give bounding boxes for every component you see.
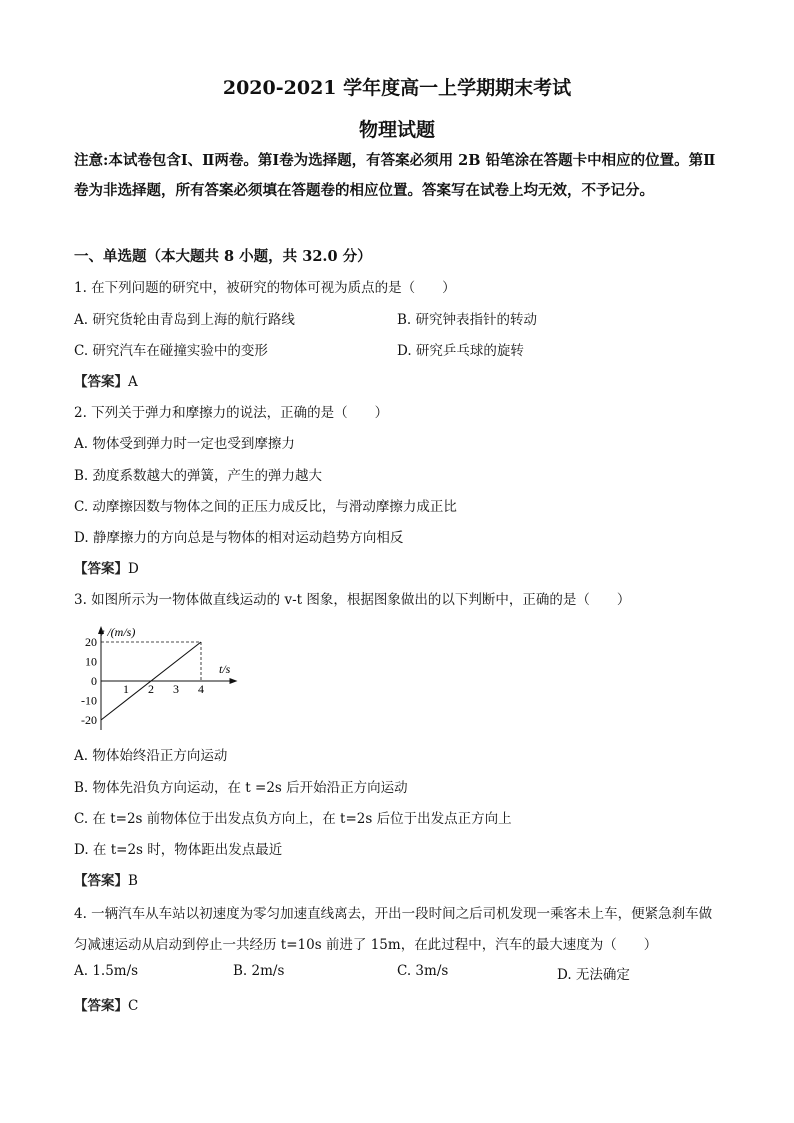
- y-axis-label: v /(m/s): [99, 625, 136, 639]
- question-3-stem: 3. 如图所示为一物体做直线运动的 v-t 图象，根据图象做出的以下判断中，正确的是（ ）: [74, 592, 631, 608]
- question-3-answer: [74, 869, 138, 889]
- question-4-option-d: D. 无法确定: [557, 967, 630, 983]
- exam-notice: 注意:本试卷包含Ⅰ、Ⅱ两卷。第Ⅰ卷为选择题，有答案必须用 2B 铅笔涂在答题卡中相应的位置。第Ⅱ卷为非选择题，所有答案必须填在答题卷的相应位置。答案写在试卷上均无效，不予记分。: [74, 152, 716, 199]
- question-4-stem: 4. 一辆汽车从车站以初速度为零匀加速直线离去，开出一段时间之后司机发现一乘客未上车，便紧急刹车做匀减速运动从启动到停止一共经历 t=10s 前进了 15m，在此过程中，汽车的最大速度为（ ）: [74, 906, 713, 953]
- question-4-answer: [74, 994, 138, 1014]
- answer-label: 【答案】: [74, 561, 128, 577]
- answer-label: 【答案】: [74, 998, 128, 1014]
- y-tick-label: -10: [81, 693, 97, 708]
- y-tick-label: 0: [91, 674, 97, 688]
- question-2-option-a: A. 物体受到弹力时一定也受到摩擦力: [74, 436, 295, 452]
- exam-subtitle: 物理试题: [358, 119, 435, 141]
- y-tick-label: 10: [85, 654, 97, 669]
- section-title: 一、单选题（本大题共 8 小题，共 32.0 分）: [74, 248, 372, 265]
- question-1-option-b: B. 研究钟表指针的转动: [397, 312, 538, 328]
- exam-title: 2020-2021 学年度高一上学期期末考试: [222, 77, 572, 99]
- question-1-option-d: D. 研究乒乓球的旋转: [397, 343, 524, 359]
- x-tick-label: 2: [148, 682, 154, 696]
- answer-value: A: [128, 374, 138, 390]
- x-tick-label: 3: [173, 682, 179, 696]
- answer-label: 【答案】: [74, 374, 128, 390]
- question-1-stem: 1. 在下列问题的研究中，被研究的物体可视为质点的是（ ）: [74, 280, 456, 296]
- question-2-option-c: C. 动摩擦因数与物体之间的正压力成反比，与滑动摩擦力成正比: [74, 499, 457, 515]
- question-2-option-b: B. 劲度系数越大的弹簧，产生的弹力越大: [74, 468, 323, 484]
- answer-value: C: [128, 998, 139, 1014]
- question-3-option-c: C. 在 t=2s 前物体位于出发点负方向上，在 t=2s 后位于出发点正方向上: [74, 811, 512, 827]
- y-tick-label: -20: [81, 713, 97, 727]
- question-4-option-b: B. 2m/s: [233, 963, 285, 979]
- answer-value: B: [128, 873, 138, 889]
- question-2-option-d: D. 静摩擦力的方向总是与物体的相对运动趋势方向相反: [74, 530, 404, 546]
- x-axis-label: t/s: [219, 662, 231, 676]
- question-2-answer: [74, 557, 139, 577]
- question-4-option-c: C. 3m/s: [397, 963, 449, 979]
- question-1-answer: [74, 370, 138, 390]
- vt-graph: [70, 612, 250, 742]
- question-1-option-c: C. 研究汽车在碰撞实验中的变形: [74, 343, 268, 359]
- question-3-option-a: A. 物体始终沿正方向运动: [74, 748, 228, 764]
- x-axis-arrow: [230, 678, 238, 684]
- y-tick-label: 20: [85, 635, 97, 649]
- answer-label: 【答案】: [74, 873, 128, 889]
- question-2-stem: 2. 下列关于弹力和摩擦力的说法，正确的是（ ）: [74, 405, 389, 421]
- question-3-option-b: B. 物体先沿负方向运动，在 t =2s 后开始沿正方向运动: [74, 780, 408, 796]
- question-1-option-a: A. 研究货轮由青岛到上海的航行路线: [74, 312, 295, 328]
- x-tick-label: 4: [198, 682, 204, 696]
- question-3-option-d: D. 在 t=2s 时，物体距出发点最近: [74, 842, 283, 858]
- question-4-option-a: A. 1.5m/s: [74, 963, 139, 979]
- answer-value: D: [128, 561, 139, 577]
- x-tick-label: 1: [123, 682, 129, 696]
